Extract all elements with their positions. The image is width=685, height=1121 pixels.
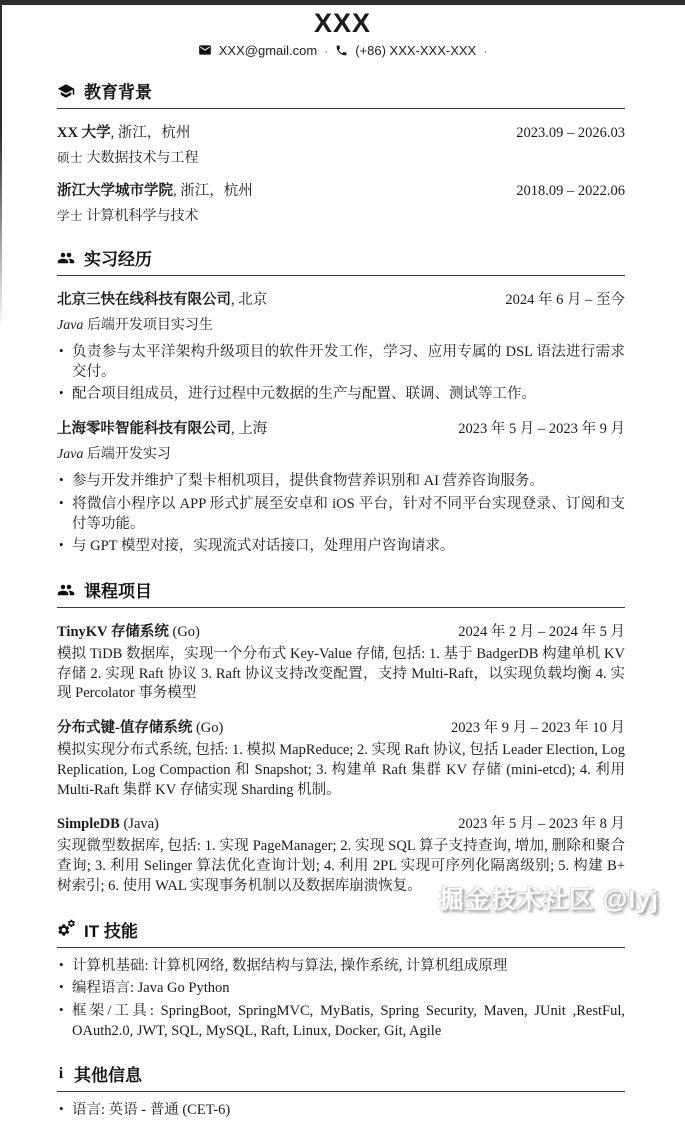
bullet-item: • 语言: 英语 - 普通 (CET-6) [57, 1101, 625, 1121]
users-icon [57, 581, 75, 599]
envelope-icon [198, 43, 212, 58]
internship-date: 2024 年 6 月 – 至今 [505, 292, 625, 308]
school-name: XX 大学 [57, 125, 111, 141]
bullet-item: • 编程语言: Java Go Python [57, 979, 625, 999]
role-tech: Java [57, 318, 84, 333]
project-tech: (Java) [119, 816, 159, 833]
contact-separator: · [324, 43, 329, 58]
watermark: 掘金技术社区 @lyj [438, 886, 659, 914]
company-name: 北京三快在线科技有限公司 [57, 292, 231, 308]
internship-entry [57, 417, 625, 557]
contact-line [0, 43, 685, 58]
school-location: , 浙江，杭州 [173, 183, 253, 199]
contact-separator-trailing: · [483, 43, 488, 58]
project-description: 模拟 TiDB 数据库，实现一个分布式 Key-Value 存储, 包括: 1. 基于 BadgerDB 构建单机 KV 存储 2. 实现 Raft 协议 3. Raft 协议支持改变配置，支持 Multi-Raft，以实现负载均衡 4. 实现 Percolator 事务模型 [57, 646, 625, 702]
section-other [57, 1061, 625, 1121]
bullet-item: • 框架/工具: SpringBoot, SpringMVC, MyBatis, Spring Security, Maven, JUnit ,RestFul, OAuth2.0, JWT, SQL, MySQL, Raft, Linux, Docker, Git, Agile [57, 1002, 625, 1041]
section-title: 实习经历 [84, 250, 152, 269]
bullet-item: • 计算机基础: 计算机网络, 数据结构与算法, 操作系统, 计算机组成原理 [57, 957, 625, 977]
internship-date: 2023 年 5 月 – 2023 年 9 月 [458, 421, 625, 438]
project-entry [57, 620, 625, 704]
section-projects [57, 577, 625, 896]
school-name: 浙江大学城市学院 [57, 183, 173, 199]
section-skills-header [57, 917, 625, 948]
section-education [57, 78, 625, 225]
page-title: XXX [313, 8, 372, 38]
skills-bullet-list [57, 957, 625, 1042]
users-icon [57, 249, 75, 267]
project-date: 2023 年 5 月 – 2023 年 8 月 [458, 816, 625, 833]
internship-bullet-list [57, 343, 625, 405]
contact-email: XXX@gmail.com [218, 43, 318, 58]
major-label: 大数据技术与工程 [86, 151, 199, 166]
company-name: 上海零咔智能科技有限公司 [57, 421, 231, 438]
other-bullet-list [57, 1101, 625, 1121]
window-top-bar [0, 0, 685, 5]
education-date: 2023.09 – 2026.03 [516, 125, 625, 141]
education-entry [57, 179, 625, 225]
project-tech: (Go) [168, 624, 200, 641]
school-location: , 浙江，杭州 [110, 125, 191, 141]
bullet-item: • 与 GPT 模型对接，实现流式对话接口，处理用户咨询请求。 [57, 537, 625, 557]
project-name: TinyKV 存储系统 [57, 624, 169, 641]
resume-content [0, 78, 685, 1121]
company-location: , 上海 [231, 421, 268, 438]
project-description: 实现微型数据库, 包括: 1. 实现 PageManager; 2. 实现 SQL 算子支持查询, 增加, 删除和聚合查询; 3. 利用 Selinger 算法优化查询计划; 4. 利用 2PL 实现可序列化隔离级别; 5. 构建 B+ 树索引; 6. 使用 WAL 实现事务机制以及数据库崩溃恢复。 [57, 838, 625, 894]
role-tech: Java [57, 447, 84, 463]
project-entry [57, 716, 625, 800]
role-title: 后端开发项目实习生 [86, 318, 213, 333]
graduation-cap-icon [57, 82, 75, 100]
company-location: , 北京 [231, 292, 268, 308]
education-entry [57, 121, 625, 167]
section-internship-header [57, 245, 625, 276]
gears-icon [57, 920, 75, 938]
section-title: 课程项目 [84, 582, 152, 602]
degree-label: 学士 [57, 209, 84, 223]
project-name: 分布式键-值存储系统 [57, 720, 193, 737]
project-date: 2024 年 2 月 – 2024 年 5 月 [458, 624, 625, 641]
section-internship [57, 245, 625, 557]
section-other-header [57, 1061, 625, 1092]
bullet-item: • 将微信小程序以 APP 形式扩展至安卓和 iOS 平台，针对不同平台实现登录、订阅和支付等功能。 [57, 495, 625, 534]
info-icon: i [58, 1064, 64, 1082]
project-name: SimpleDB [57, 816, 120, 833]
section-title: 其他信息 [74, 1066, 142, 1086]
section-title: 教育背景 [84, 83, 152, 102]
project-description: 模拟实现分布式系统, 包括: 1. 模拟 MapReduce; 2. 实现 Raft 协议, 包括 Leader Election, Log Replication, Log Compaction 和 Snapshot; 3. 构建单 Raft 集群 KV 存储 (mini-etcd); 4. 利用 Multi-Raft 集群 KV 存储实现 Sharding 机制。 [57, 742, 625, 798]
contact-phone: (+86) XXX-XXX-XXX [355, 43, 477, 58]
bullet-item: • 配合项目组成员，进行过程中元数据的生产与配置、联调、测试等工作。 [57, 385, 625, 405]
section-projects-header [57, 577, 625, 608]
internship-entry [57, 288, 625, 405]
internship-bullet-list [57, 472, 625, 557]
section-education-header [57, 78, 625, 109]
degree-label: 硕士 [57, 151, 84, 165]
project-date: 2023 年 9 月 – 2023 年 10 月 [451, 720, 625, 737]
section-title: IT 技能 [84, 921, 138, 941]
bullet-item: • 参与开发并维护了梨卡相机项目，提供食物营养识别和 AI 营养咨询服务。 [57, 472, 625, 492]
page-left-edge [0, 0, 2, 330]
phone-icon [335, 43, 348, 58]
education-date: 2018.09 – 2022.06 [516, 183, 625, 199]
bullet-item: • 负责参与太平洋架构升级项目的软件开发工作，学习、应用专属的 DSL 语法进行需求交付。 [57, 343, 625, 382]
major-label: 计算机科学与技术 [86, 209, 199, 224]
section-skills [57, 917, 625, 1042]
role-title: 后端开发实习 [86, 447, 171, 463]
project-tech: (Go) [192, 720, 224, 737]
